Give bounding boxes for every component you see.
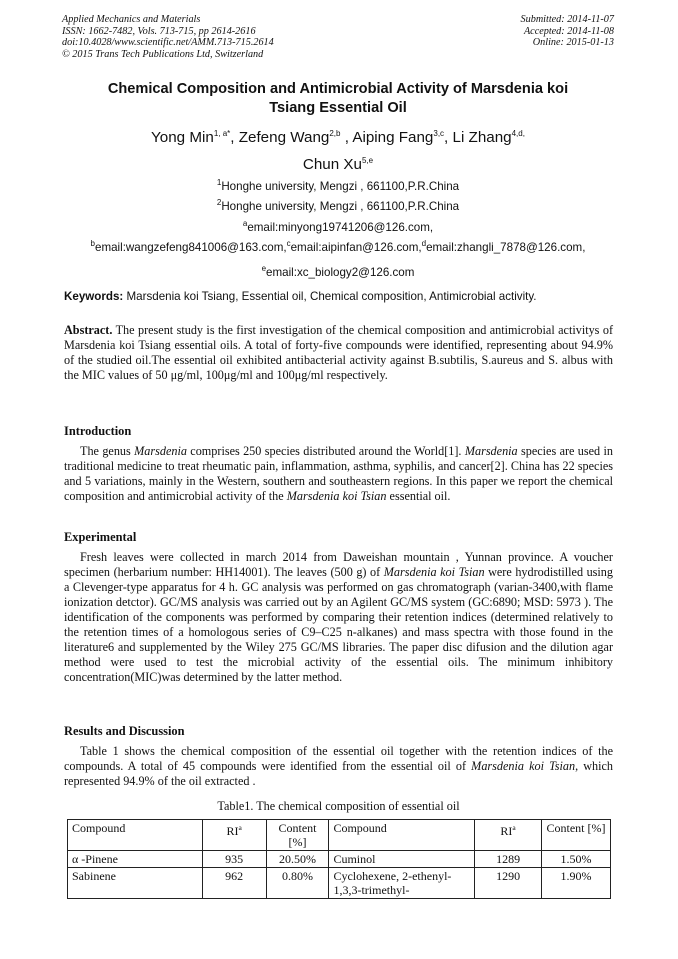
experimental-paragraph — [64, 550, 613, 685]
text-run: The genus — [80, 444, 135, 458]
affiliation-sup: 1 — [216, 178, 222, 187]
paper-title — [62, 80, 614, 118]
header-content: Content [%] — [542, 820, 611, 851]
affiliation-sup: 2 — [216, 198, 222, 207]
author-name: Yong Min — [151, 129, 214, 147]
accepted-date: Accepted: 2014-11-08 — [523, 25, 614, 37]
journal-header-left — [62, 14, 274, 60]
text-run: Table 1 shows the chemical composition of the essential oil together with the retention indices of the compounds. A total of 45 compounds were identified from the essential oil of — [64, 744, 613, 773]
email-sup: a — [242, 219, 248, 228]
italic-run: Marsdenia koi Tsian — [286, 489, 387, 503]
table-header-row — [68, 820, 611, 851]
email-c[interactable]: email:aipinfan@126.com, — [290, 240, 422, 254]
ri-cell: 1290 — [475, 868, 542, 899]
email-sup: c — [286, 238, 291, 248]
text-run: comprises 250 species distributed around the World[1]. — [186, 444, 465, 458]
email-line-2 — [62, 236, 614, 256]
author-list — [62, 122, 614, 176]
experimental-heading: Experimental — [64, 530, 137, 544]
keywords-text: Marsdenia koi Tsiang, Essential oil, Chemical composition, Antimicrobial activity. — [123, 290, 537, 303]
table-caption: Table1. The chemical composition of essential oil — [217, 799, 460, 813]
italic-run: Marsdenia — [464, 444, 518, 458]
text-run: species are used in traditional medicine to treat rheumatic pain, inflammation, asthma, syphilis, and cancer[2]. China has 22 species and 5 variations, mainly in the Western, southern and southeastern regions. In this paper we report the chemical composition and antimicrobial activity of the — [64, 444, 613, 503]
title-line-2: Tsiang Essential Oil — [269, 100, 407, 116]
content-cell: 0.80% — [266, 868, 329, 899]
italic-run: Marsdenia koi Tsian — [471, 759, 576, 773]
email-sup: b — [90, 238, 95, 248]
ri-text: RI — [500, 824, 513, 838]
email-d[interactable]: email:zhangli_7878@126.com, — [426, 240, 586, 254]
introduction-paragraph — [64, 444, 613, 504]
issn-line: ISSN: 1662-7482, Vols. 713-715, pp 2614-2616 — [62, 25, 256, 37]
header-ri — [202, 820, 266, 851]
keywords-line — [64, 289, 614, 304]
italic-run: Marsdenia — [134, 444, 187, 458]
author-sup: 1, a* — [213, 129, 231, 138]
header-compound: Compound — [329, 820, 475, 851]
content-cell: 1.90% — [542, 868, 611, 899]
compound-cell: Cuminol — [329, 851, 475, 868]
submitted-date: Submitted: 2014-11-07 — [520, 14, 614, 25]
header-compound: Compound — [68, 820, 203, 851]
email-block — [62, 216, 614, 281]
text-run: , which represented 94.9% of the oil extracted . — [64, 759, 613, 788]
composition-table — [67, 819, 611, 899]
copyright-line: © 2015 Trans Tech Publications Ltd, Switzerland — [62, 48, 264, 60]
ri-cell: 962 — [202, 868, 266, 899]
content-cell: 20.50% — [266, 851, 329, 868]
affiliation-2 — [62, 195, 614, 214]
author-sep: , — [340, 129, 353, 147]
authors-line-2 — [62, 149, 614, 176]
affiliation-text: Honghe university, Mengzi , 661100,P.R.China — [221, 179, 460, 193]
author-name: Chun Xu — [302, 156, 362, 174]
affiliation-text: Honghe university, Mengzi , 661100,P.R.China — [221, 199, 460, 213]
content-cell: 1.50% — [542, 851, 611, 868]
introduction-heading: Introduction — [64, 424, 132, 438]
email-b[interactable]: email:wangzefeng841006@163.com, — [95, 240, 287, 254]
abstract-text: The present study is the first investigation of the chemical composition and antimicrobial activitys of Marsdenia koi Tsiang essential oils. A total of forty-five compounds were identified, representing about 94.9% of the studied oil.The essential oil exhibited antibacterial activity against B.subtilis, S.aureus and S. albus with the MIC values of 50 μg/ml, 100μg/ml and 100μg/ml respectively. — [64, 323, 613, 382]
author-sup: 2,b — [329, 129, 341, 138]
title-line-1: Chemical Composition and Antimicrobial Activity of Marsdenia koi — [107, 81, 569, 97]
ri-text: RI — [226, 824, 239, 838]
header-ri — [475, 820, 542, 851]
keywords-label: Keywords: — [64, 290, 124, 303]
table-row — [68, 851, 611, 868]
journal-name: Applied Mechanics and Materials — [62, 14, 201, 25]
italic-run: Marsdenia koi Tsian — [383, 565, 485, 579]
online-date: Online: 2015-01-13 — [532, 37, 614, 49]
email-line-1 — [62, 216, 614, 236]
results-paragraph — [64, 744, 613, 789]
header-content: Content [%] — [266, 820, 329, 851]
author-name: Li Zhang — [452, 129, 512, 147]
affiliation-1 — [62, 175, 614, 194]
author-name: Zefeng Wang — [238, 129, 330, 147]
author-sup: 4,d, — [511, 129, 525, 138]
email-sup: d — [421, 238, 427, 248]
text-run: Fresh leaves were collected in march 2014 from Daweishan mountain , Yunnan province. A voucher specimen (herbarium number: HH14001). The leaves (500 g) of — [64, 550, 613, 579]
author-sup: 3,c — [433, 129, 445, 138]
ri-cell: 1289 — [475, 851, 542, 868]
compound-cell: α -Pinene — [68, 851, 203, 868]
email-e[interactable]: email:xc_biology2@126.com — [266, 265, 415, 279]
email-sup: e — [261, 263, 267, 273]
author-name: Aiping Fang — [352, 129, 434, 147]
email-a[interactable]: email:minyong19741206@126.com, — [247, 220, 434, 234]
ri-sup: a — [238, 823, 242, 832]
author-sep: , — [444, 129, 453, 147]
compound-cell: Sabinene — [68, 868, 203, 899]
results-heading: Results and Discussion — [64, 724, 185, 738]
text-run: essential oil. — [386, 489, 451, 503]
authors-line-1 — [62, 122, 614, 149]
abstract-label: Abstract. — [64, 323, 113, 337]
text-run: were hydrodistilled using a Clevenger-type apparatus for 4 h. GC analysis was performed on gas chromatograph (varian-3400,with flame ionization detctor). GC/MS analysis was carried out by an Agilent GC/MS system (GC:6890; MSD: 5973 ). The identification of the components was performed by comparing their retention indices (determined relatively to the retention times of a homologous series of C9–C25 n-alkanes) and mass spectra with those found in the literature6 and supplemented by the Wiley 275 GC/MS libraries. The paper disc difusion and the dilution agar method were used to test the microbial activity of the essential oils. The minimum inhibitory concentration(MIC)was determined by the latter method. — [64, 565, 613, 684]
ri-sup: a — [512, 823, 516, 832]
table-row — [68, 868, 611, 899]
author-sep: , — [230, 129, 239, 147]
journal-header-right — [521, 14, 614, 49]
email-line-3 — [62, 261, 614, 281]
abstract-paragraph — [64, 323, 613, 383]
ri-cell: 935 — [202, 851, 266, 868]
author-sup: 5,e — [361, 156, 374, 166]
doi-line: doi:10.4028/www.scientific.net/AMM.713-715.2614 — [62, 37, 274, 49]
compound-cell: Cyclohexene, 2-ethenyl-1,3,3-trimethyl- — [329, 868, 475, 899]
